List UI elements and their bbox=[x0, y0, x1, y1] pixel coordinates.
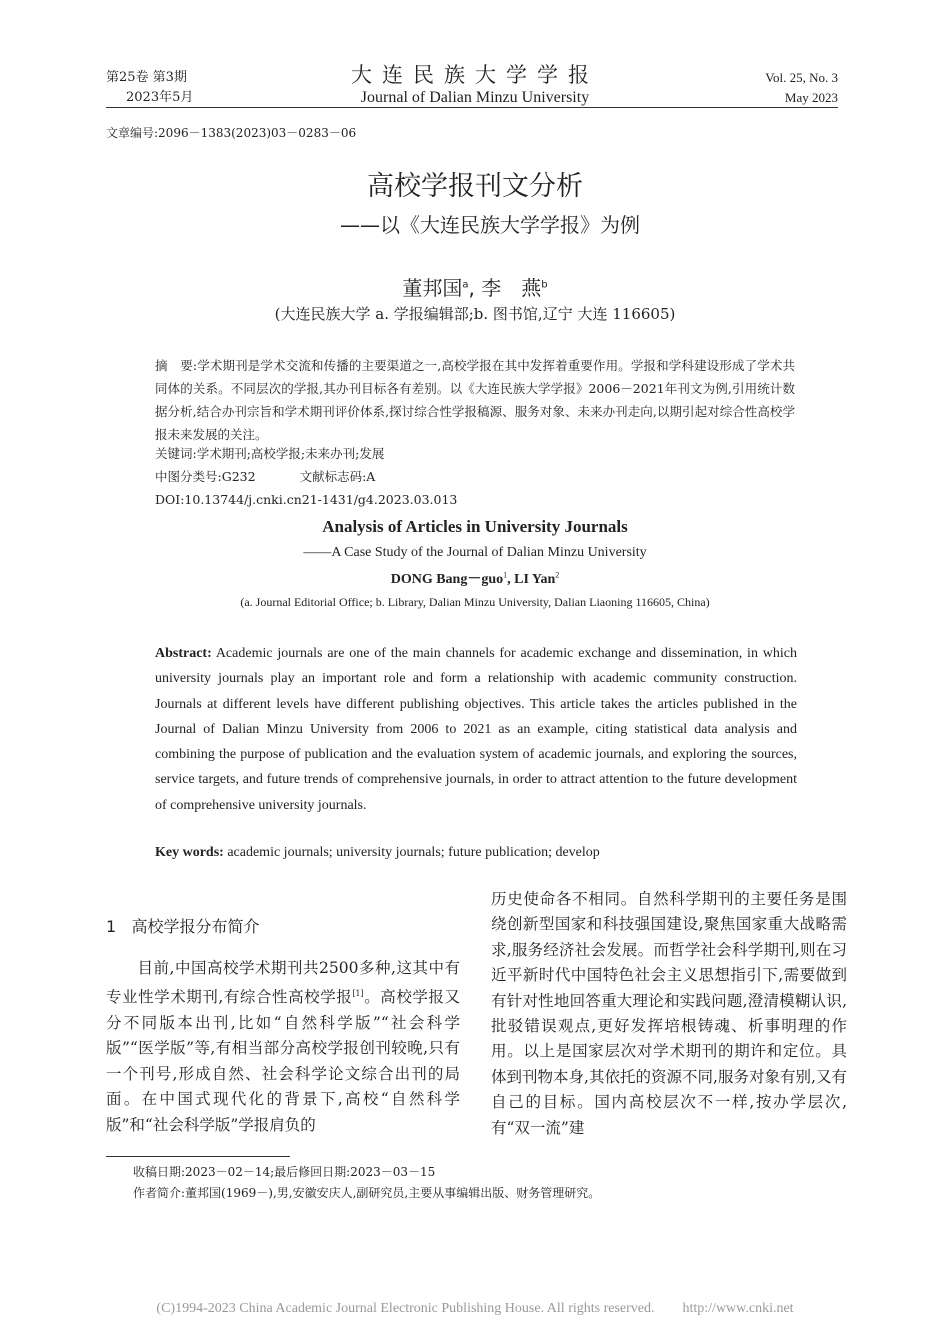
author-2-affil: b bbox=[541, 279, 548, 291]
volume-issue-en: Vol. 25, No. 3 bbox=[765, 70, 838, 85]
author-1-affil: a bbox=[462, 279, 469, 291]
author-list-en bbox=[0, 568, 950, 588]
keywords-cn: 关键词:学术期刊;高校学报;未来办刊;发展 bbox=[155, 446, 385, 461]
body-paragraph-right: 历史使命各不相同。自然科学期刊的主要任务是围绕创新型国家和科技强国建设,聚焦国家重大战略需求,服务经济社会发展。而哲学社会科学期刊,则在习近平新时代中国特色社会主义思想指引下,需要做到有针对性地回答重大理论和实践问题,澄清模糊认识,批驳错误观点,更好发挥培根铸魂、析事明理的作用。以上是国家层次对学术期刊的期许和定位。具体到刊物本身,其依托的资源不同,服务对象有别,又有自己的目标。国内高校层次不一样,按办学层次,有“双一流”建 bbox=[491, 890, 847, 1137]
header-volume-en bbox=[765, 68, 838, 108]
clc-number: 中图分类号:G232 bbox=[155, 469, 256, 484]
abstract-en-label: Abstract: bbox=[155, 646, 212, 661]
classification-line bbox=[155, 467, 375, 487]
paper-subtitle: ——以《大连民族大学学报》为例 bbox=[340, 213, 640, 237]
author-separator-en: , bbox=[507, 572, 515, 587]
header-divider bbox=[106, 107, 838, 108]
body-paragraph-left-cont: 。高校学报又分不同版本出刊,比如“自然科学版”“社会科学版”“医学版”等,有相当部分高校学报创刊较晚,只有一个刊号,形成自然、社会科学论文综合出刊的局面。在中国式现代化的背景下,高校“自然科学版”和“社会科学版”学报肩负的 bbox=[106, 988, 460, 1134]
author-1: 董邦国 bbox=[402, 276, 463, 300]
body-right-column bbox=[491, 887, 847, 1141]
article-number: 文章编号:2096－1383(2023)03－0283－06 bbox=[106, 126, 357, 140]
section-number: 1 bbox=[106, 917, 117, 936]
author-list bbox=[0, 272, 950, 301]
affiliation-en: (a. Journal Editorial Office; b. Library, Dalian Minzu University, Dalian Liaoning 116605, China) bbox=[240, 595, 710, 609]
volume-issue-cn: 第25卷 第3期 bbox=[106, 70, 187, 85]
abstract-en bbox=[155, 641, 797, 818]
title-en: Analysis of Articles in University Journals bbox=[322, 517, 628, 536]
abstract-cn-label: 摘 要: bbox=[155, 358, 198, 373]
copyright-notice: (C)1994-2023 China Academic Journal Electronic Publishing House. All rights reserved. http://www.cnki.net bbox=[156, 1301, 794, 1316]
doi: DOI:10.13744/j.cnki.cn21-1431/g4.2023.03.013 bbox=[155, 492, 458, 507]
author-1-en: DONG Bang－guo bbox=[390, 572, 504, 587]
document-code: 文献标志码:A bbox=[299, 469, 376, 484]
body-paragraph-left: 目前,中国高校学术期刊共2500多种,这其中有专业性学术期刊,有综合性高校学报 bbox=[106, 959, 460, 1007]
author-separator: , bbox=[468, 276, 475, 300]
date-cn: 2023年5月 bbox=[126, 90, 194, 105]
abstract-en-text: Academic journals are one of the main channels for academic exchange and dissemination, in which university journals play an important role and form a relationship with academic community construction. Journals at different levels have different publishing objectives. This article takes the articles published in the Journal of Dalian Minzu University from 2006 to 2021 as an example, citing statistical data analysis and combining the purpose of publication and the evaluation system of academic journals, and exploring the sources, service targets, and future trends of comprehensive journals, in order to attract attention to the future development of comprehensive university journals. bbox=[155, 646, 797, 813]
author-2-en-affil: 2 bbox=[555, 570, 560, 580]
body-left-column bbox=[106, 956, 460, 1138]
section-title: 高校学报分布简介 bbox=[131, 917, 260, 936]
author-2: 李 燕 bbox=[481, 276, 542, 300]
abstract-cn-text: 学术期刊是学术交流和传播的主要渠道之一,高校学报在其中发挥着重要作用。学报和学科建设形成了学术共同体的关系。不同层次的学报,其办刊目标各有差别。以《大连民族大学学报》2006－2021年刊文为例,引用统计数据分析,结合办刊宗旨和学术期刊评价体系,探讨综合性学报稿源、服务对象、未来办刊走向,以期引起对综合性高校学报未来发展的关注。 bbox=[155, 358, 795, 442]
subtitle-en: ——A Case Study of the Journal of Dalian Minzu University bbox=[303, 545, 647, 560]
journal-name-en: Journal of Dalian Minzu University bbox=[360, 89, 590, 106]
received-date: 收稿日期:2023－02－14;最后修回日期:2023－03－15 bbox=[133, 1165, 436, 1179]
citation-ref-1: [1] bbox=[352, 989, 364, 999]
section-1-heading bbox=[106, 914, 259, 937]
author-2-en: LI Yan bbox=[514, 572, 556, 587]
author-bio: 作者简介:董邦国(1969－),男,安徽安庆人,副研究员,主要从事编辑出版、财务管理研究。 bbox=[133, 1186, 601, 1200]
keywords-en-text: academic journals; university journals; future publication; develop bbox=[223, 845, 600, 860]
keywords-en-label: Key words: bbox=[155, 845, 224, 860]
abstract-cn bbox=[155, 354, 795, 446]
paper-title: 高校学报刊文分析 bbox=[367, 171, 583, 202]
footnote-divider bbox=[106, 1156, 290, 1157]
journal-name-cn: 大连民族大学学报 bbox=[351, 63, 599, 87]
date-en: May 2023 bbox=[784, 90, 838, 105]
affiliation: (大连民族大学 a. 学报编辑部;b. 图书馆,辽宁 大连 116605) bbox=[274, 305, 676, 323]
keywords-en bbox=[155, 845, 600, 861]
author-1-en-affil: 1 bbox=[503, 570, 508, 580]
